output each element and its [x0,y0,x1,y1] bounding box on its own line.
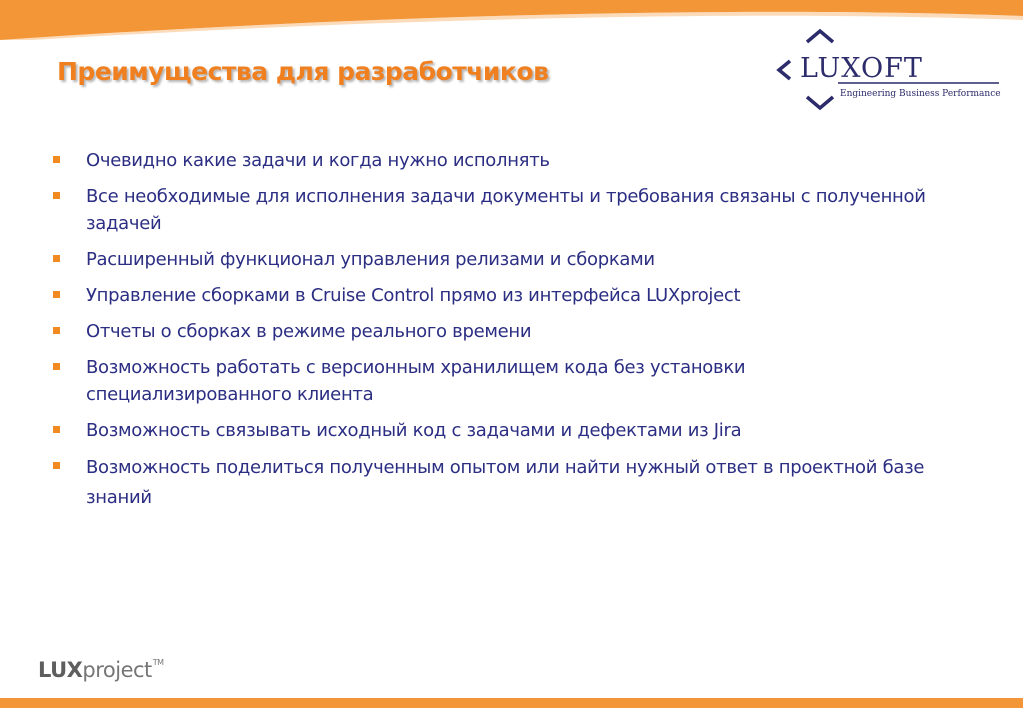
square-bullet-icon [53,192,60,199]
bullet-item: Отчеты о сборках в режиме реального времени [50,318,950,345]
logo-tagline: Engineering Business Performance [840,89,1001,99]
square-bullet-icon [53,327,60,334]
bullet-item: Возможность поделиться полученным опытом или найти нужный ответ в проектной базе знаний [50,453,950,513]
luxproject-footer-logo: LUXproject™ [38,658,164,682]
bullet-item: Все необходимые для исполнения задачи документы и требования связаны с полученной задачей [50,183,950,237]
square-bullet-icon [53,426,60,433]
luxoft-logo [774,28,1004,114]
bullet-item: Расширенный функционал управления релизами и сборками [50,246,950,273]
bottom-band-decoration [0,698,1023,708]
logo-wordmark: LUXOFT [800,53,923,84]
bullet-item: Возможность связывать исходный код с задачами и дефектами из Jira [50,417,950,444]
square-bullet-icon [53,156,60,163]
slide-title: Преимущества для разработчиков [57,57,549,86]
bullet-list [50,147,950,522]
square-bullet-icon [53,363,60,370]
bullet-item: Управление сборками в Cruise Control прямо из интерфейса LUXproject [50,282,950,309]
square-bullet-icon [53,255,60,262]
square-bullet-icon [53,462,60,469]
square-bullet-icon [53,291,60,298]
bullet-item: Возможность работать с версионным хранилищем кода без установки специализированного клиента [50,354,950,408]
bullet-item: Очевидно какие задачи и когда нужно исполнять [50,147,950,174]
